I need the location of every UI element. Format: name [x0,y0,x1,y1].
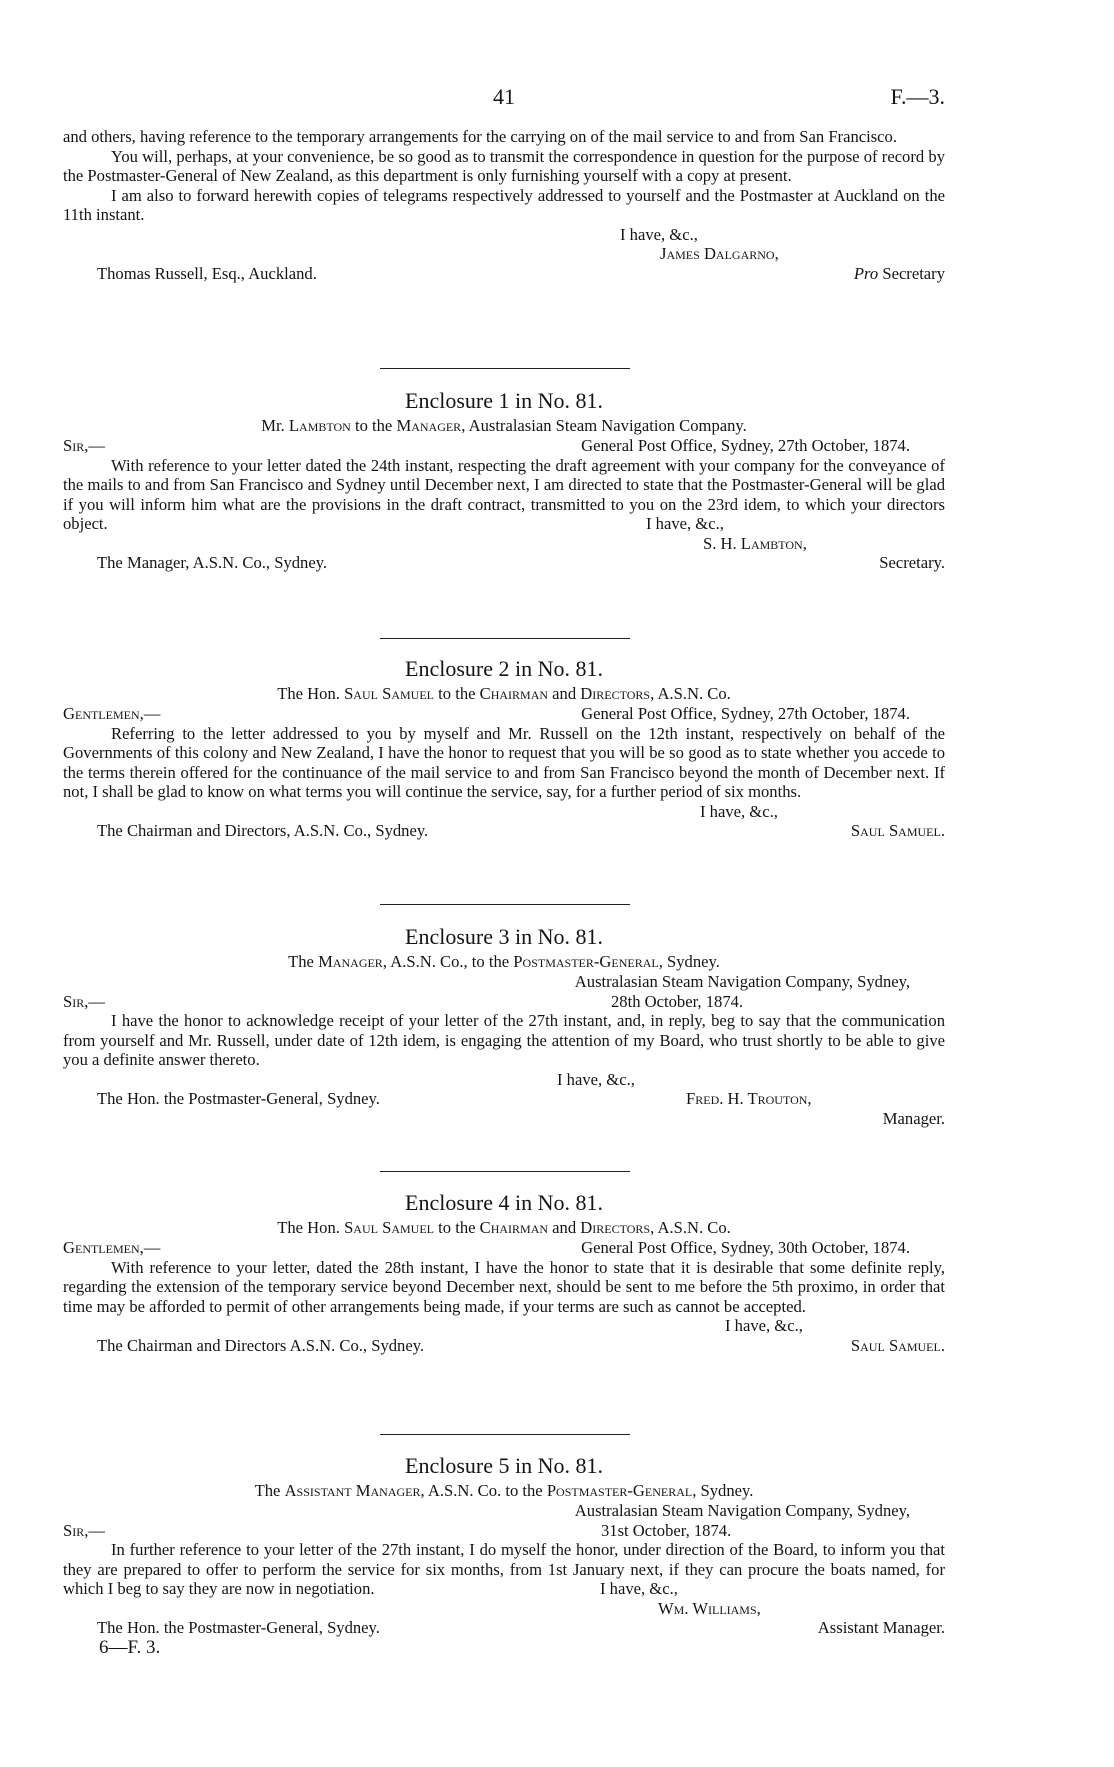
continued-letter [63,127,945,283]
enclosure-heading: Enclosure 3 in No. 81. [405,924,603,949]
signatory: James Dalgarno, [660,244,779,263]
addressee-line [63,821,945,841]
letter-body: In further reference to your letter of the 27th instant, I do myself the honor, under direction of the Board, to inform you that they are prepared to offer to perform the service for six months, from 1st January next, if they can procure the boats named, for which I beg to say they are now in negotiation. [63,1540,945,1598]
addressee: The Chairman and Directors, A.S.N. Co., Sydney. [97,821,429,840]
section-divider [380,1171,630,1172]
closing-line [63,1579,945,1599]
place-date: 28th October, 1874. [611,991,744,1011]
closing: I have, &c., [700,801,778,821]
letter-paragraph: I am also to forward herewith copies of telegrams respectively addressed to yourself and the Postmaster at Auckland on the 11th instant. [63,185,945,224]
signatory-line [63,534,945,554]
salutation: Gentlemen,— [63,704,161,723]
enclosure-2 [63,654,945,841]
signatory-title: Assistant Manager. [817,1618,945,1637]
closing-line [63,514,945,534]
letter-paragraph: You will, perhaps, at your convenience, be so good as to transmit the correspondence in question for the purpose of record by the Postmaster-General of New Zealand, as this department is only furnishing yourself with a copy at present. [63,146,945,185]
footer-line [63,1638,945,1662]
addressee: The Manager, A.S.N. Co., Sydney. [97,553,328,572]
salutation: Sir,— [63,436,105,455]
salutation-line [63,1238,945,1258]
letter-body: I have the honor to acknowledge receipt of your letter of the 27th instant, and, in reply, beg to say that the communication from yourself and Mr. Russell, under date of 12th idem, is engaging the attention of my Board, who trust shortly to be able to give you a definite answer thereto. [63,1011,945,1069]
closing: I have, &c., [557,1069,635,1089]
place: Australasian Steam Navigation Company, Sydney, [574,972,910,991]
place-date: General Post Office, Sydney, 27th October, 1874. [581,436,910,455]
addressee-line [63,1089,945,1109]
salutation-line [63,1521,945,1541]
enclosure-heading: Enclosure 1 in No. 81. [405,388,603,413]
signatory: Fred. H. Trouton, [686,1089,812,1108]
enclosure-4 [63,1188,945,1355]
addressee: The Hon. the Postmaster-General, Sydney. [97,1089,380,1108]
salutation: Sir,— [63,1520,105,1540]
closing-line [63,1316,945,1336]
enclosure-from-to: The Manager, A.S.N. Co., to the Postmaster-General, Sydney. [288,952,720,971]
addressee: Thomas Russell, Esq., Auckland. [97,263,317,283]
enclosure-from-to: The Assistant Manager, A.S.N. Co. to the Postmaster-General, Sydney. [254,1481,754,1500]
place: Australasian Steam Navigation Company, Sydney, [574,1501,910,1520]
addressee-line [63,264,945,284]
enclosure-from-to: The Hon. Saul Samuel to the Chairman and Directors, A.S.N. Co. [277,1218,731,1237]
place-line [63,1501,945,1521]
signatory-title: Pro Secretary [853,263,945,283]
signatory: Saul Samuel. [850,821,945,840]
salutation: Gentlemen,— [63,1238,161,1257]
closing-line [63,225,945,245]
addressee-line [63,1336,945,1356]
page-number: 41 [493,84,515,109]
closing: I have, &c., [646,514,724,533]
document-reference: F.—3. [890,84,945,109]
closing: I have, &c., [725,1316,803,1335]
page-header [63,84,945,114]
enclosure-heading: Enclosure 2 in No. 81. [405,656,603,681]
enclosure-3 [63,922,945,1128]
section-divider [380,1434,630,1435]
letter-paragraph: and others, having reference to the temporary arrangements for the carrying on of the mail service to and from San Francisco. [63,127,897,146]
salutation: Sir,— [63,991,105,1011]
salutation-line [63,704,945,724]
salutation-line [63,436,945,456]
addressee-line [63,1618,945,1638]
addressee: The Hon. the Postmaster-General, Sydney. [97,1618,380,1637]
signature-mark: 6—F. 3. [99,1636,161,1658]
signatory: Saul Samuel. [850,1335,945,1355]
salutation-line [63,992,945,1012]
closing-line [63,802,945,822]
section-divider [380,904,630,905]
letter-body: With reference to your letter, dated the 28th instant, I have the honor to state that it is desirable that some definite reply, regarding the extension of the temporary service beyond December next, should be sent to me before the 5th proximo, in order that time may be afforded to permit of other arrangements being made, if your terms are such as cannot be accepted. [63,1257,945,1316]
signatory: S. H. Lambton, [703,533,807,553]
enclosure-5 [63,1451,945,1662]
section-divider [380,638,630,639]
enclosure-from-to: Mr. Lambton to the Manager, Australasian Steam Navigation Company. [261,416,747,435]
enclosure-heading: Enclosure 4 in No. 81. [405,1190,603,1215]
closing-line [63,1070,945,1090]
closing: I have, &c., [600,1579,678,1598]
enclosure-heading: Enclosure 5 in No. 81. [405,1453,603,1478]
enclosure-1 [63,386,945,573]
signatory-title: Manager. [882,1108,945,1128]
place-date: 31st October, 1874. [601,1520,732,1540]
place-date: General Post Office, Sydney, 30th October, 1874. [581,1238,910,1257]
signatory-line [63,1599,945,1619]
signatory-title: Secretary. [879,553,945,572]
place-line [63,972,945,992]
letter-body: With reference to your letter dated the 24th instant, respecting the draft agreement with your company for the conveyance of the mails to and from San Francisco and Sydney until December next, I am directed to state that the Postmaster-General will be glad if you will inform him what are the provisions in the draft contract, transmitted to you on the 23rd idem, to which your directors object. [63,455,945,533]
letter-body: Referring to the letter addressed to you by myself and Mr. Russell on the 12th instant, respectively on behalf of the Governments of this colony and New Zealand, I have the honor to request that you will be so good as to state whether you accede to the terms therein offered for the continuance of the mail service to and from San Francisco beyond the month of December next. If not, I shall be glad to know on what terms you will continue the service, say, for a further period of six months. [63,723,945,801]
addressee-line [63,553,945,573]
addressee: The Chairman and Directors A.S.N. Co., Sydney. [97,1335,425,1355]
enclosure-from-to: The Hon. Saul Samuel to the Chairman and Directors, A.S.N. Co. [277,684,731,703]
signatory: Wm. Williams, [658,1598,761,1618]
signatory-line [63,244,945,264]
title-line [63,1109,945,1129]
section-divider [380,368,630,369]
closing: I have, &c., [620,224,698,244]
place-date: General Post Office, Sydney, 27th October, 1874. [581,704,910,723]
